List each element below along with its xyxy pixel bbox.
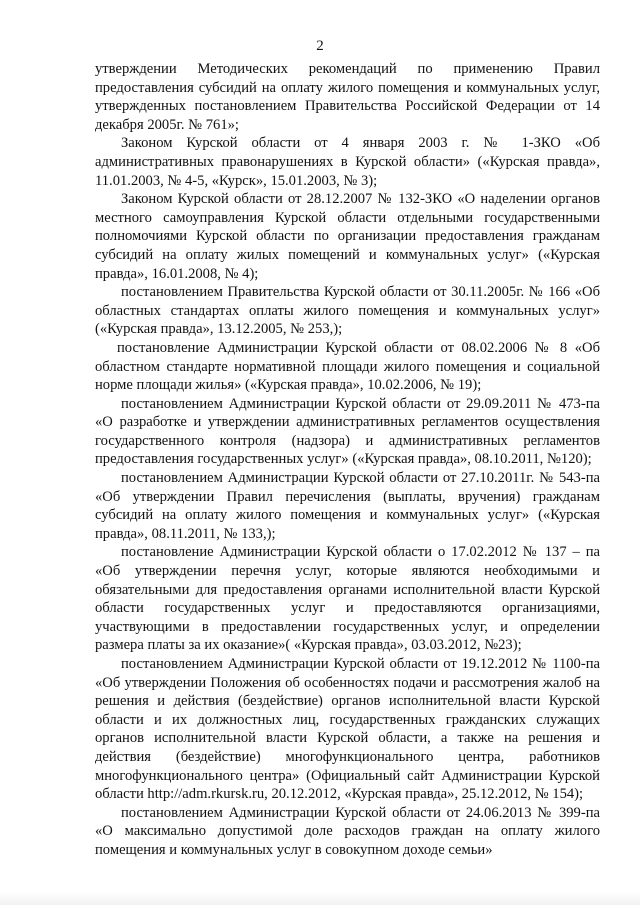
paragraph-administration-resolution-1100: постановлением Администрации Курской области от 19.12.2012 № 1100-па «Об утверждении Положения об особенностях подачи и рассмотрения жалоб на решения и действия (бездействие) органов исполнительной власти Курской области и их должностных лиц, государственных гражданских служащих органов исполнительной власти Курской области, а также на решения и действия (бездействие) многофункционального центра, работников многофункционального центра» (Официальный сайт Администрации Курской области http://adm.rkursk.ru, 20.12.2012, «Курская правда», 25.12.2012, № 154); xyxy=(95,656,600,803)
paragraph-administration-resolution-399: постановлением Администрации Курской области от 24.06.2013 № 399-па «О максимально допустимой доле расходов граждан на оплату жилого помещения и коммунальных услуг в совокупном доходе семьи» xyxy=(95,804,600,858)
paragraph-administration-resolution-8: постановление Администрации Курской области от 08.02.2006 № 8 «Об областном стандарте нормативной площади жилого помещения и социальной норме площади жилья» («Курская правда», 10.02.2006, № 19); xyxy=(95,339,600,394)
paragraph-methodical-recommendations: утверждении Методических рекомендаций по применению Правил предоставления субсидий на оплату жилого помещения и коммунальных услуг, утвержденных постановлением Правительства Российской Федерации от 14 декабря 2005г. № 761»; xyxy=(95,61,600,133)
scan-bottom-edge xyxy=(0,892,640,905)
paragraph-administration-resolution-137: постановление Администрации Курской области о 17.02.2012 № 137 – па «Об утверждении перечня услуг, которые являются необходимыми и обязательными для предоставления органами исполнительной власти Курской области государственных услуг и предоставляются организациями, участвующими в предоставлении государственных услуг, и определении размера платы за их оказание»( «Курская правда», 03.03.2012, №23); xyxy=(95,544,600,654)
paragraph-law-administrative-offences: Законом Курской области от 4 января 2003 г. № 1-ЗКО «Об административных правонарушениях в Курской области» («Курская правда», 11.01.2003, № 4-5, «Курск», 15.01.2003, № 3); xyxy=(95,135,600,189)
document-body xyxy=(95,60,600,860)
paragraph-law-local-self-government: Законом Курской области от 28.12.2007 № 132-ЗКО «О наделении органов местного самоуправления Курской области отдельными государственными полномочиями Курской области по организации предоставления гражданам субсидий на оплату жилых помещений и коммунальных услуг» («Курская правда», 16.01.2008, № 4); xyxy=(95,191,600,282)
page-number: 2 xyxy=(316,38,324,54)
paragraph-government-resolution-166: постановлением Правительства Курской области от 30.11.2005г. № 166 «Об областных стандартах оплаты жилого помещения и коммунальных услуг» («Курская правда», 13.12.2005, № 253,); xyxy=(95,284,600,338)
paragraph-administration-resolution-543: постановлением Администрации Курской области от 27.10.2011г. № 543-па «Об утверждении Правил перечисления (выплаты, вручения) гражданам субсидий на оплату жилого помещения и коммунальных услуг» («Курская правда», 08.11.2011, № 133,); xyxy=(95,470,600,542)
paragraph-administration-resolution-473: постановлением Администрации Курской области от 29.09.2011 № 473-па «О разработке и утверждении административных регламентов осуществления государственного контроля (надзора) и административных регламентов предоставления государственных услуг» («Курская правда», 08.10.2011, №120); xyxy=(95,395,600,468)
